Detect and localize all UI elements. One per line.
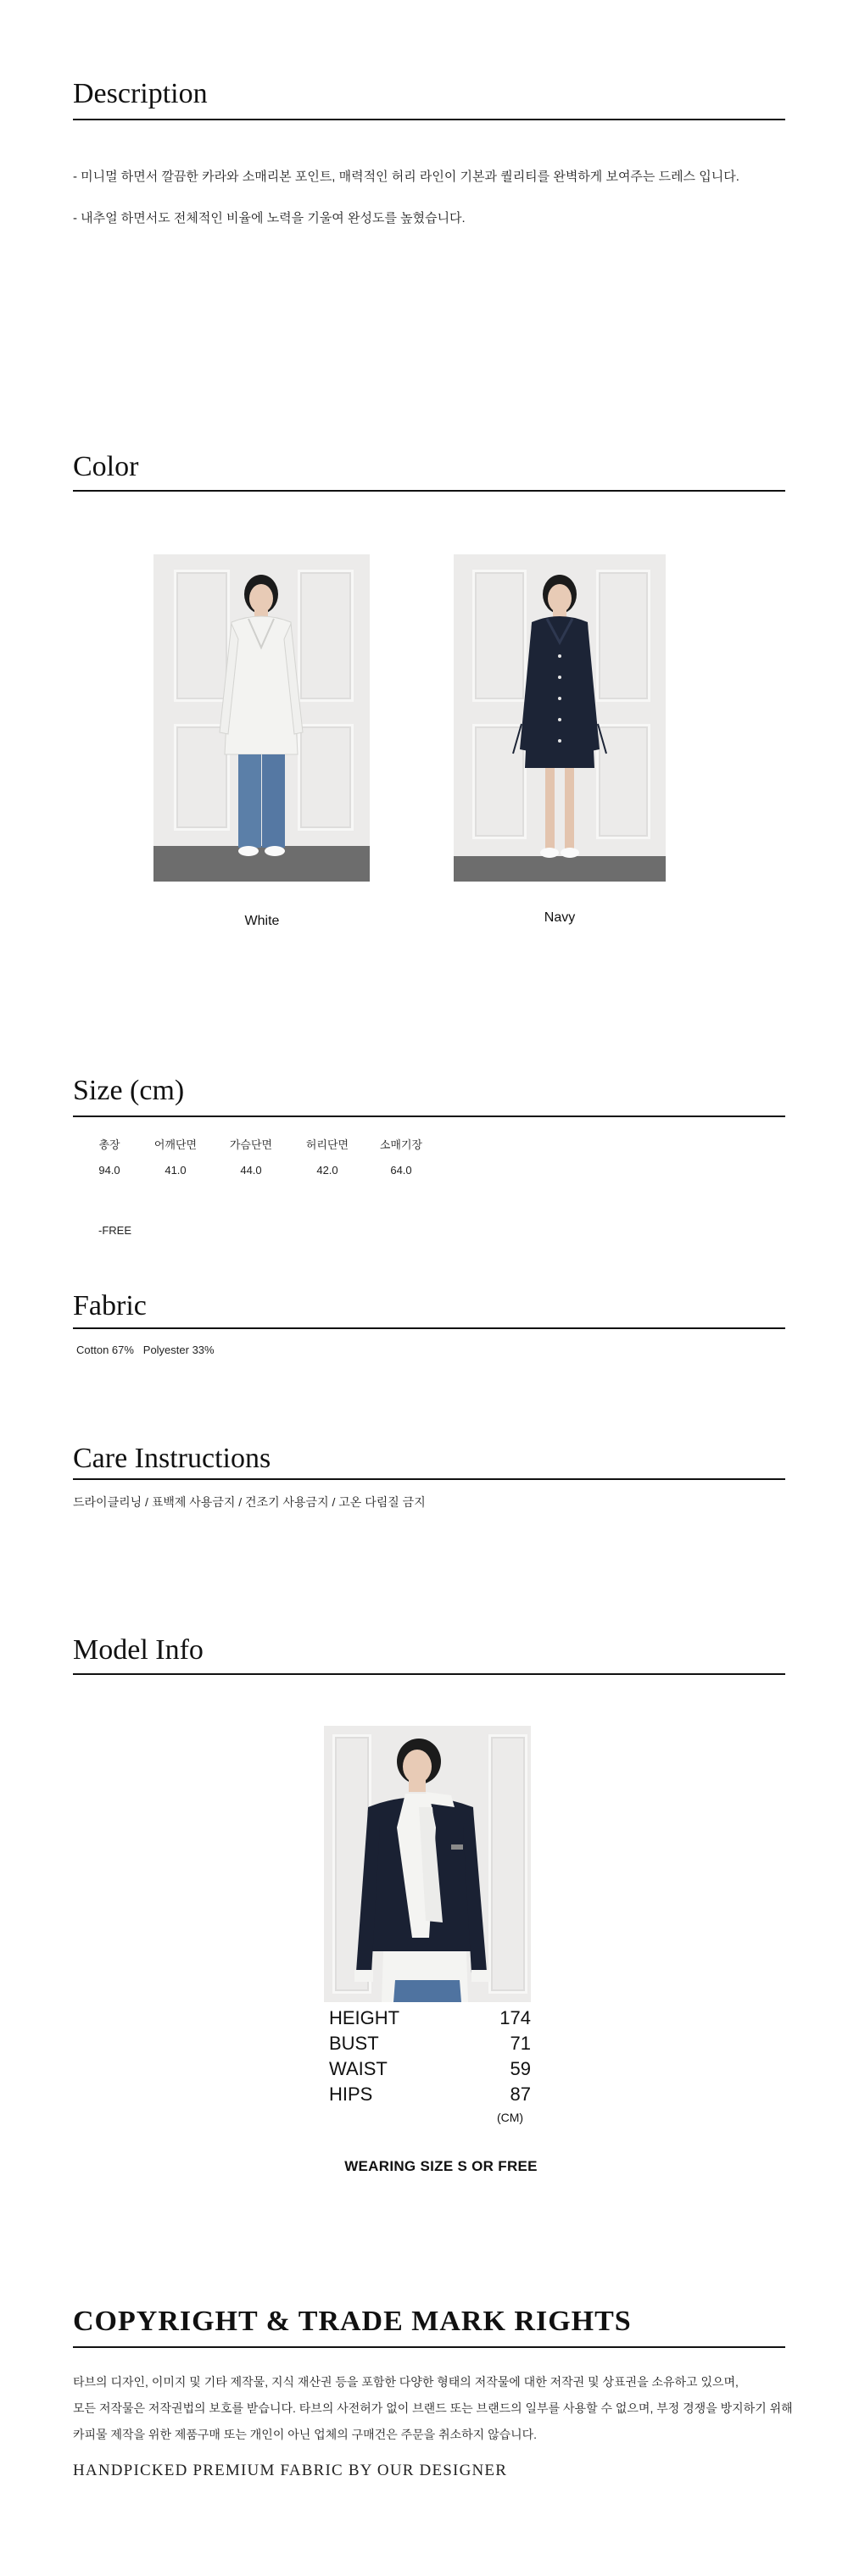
copyright-divider <box>73 2346 785 2348</box>
care-divider <box>73 1478 785 1480</box>
size-header-1: 총장 <box>98 1138 120 1151</box>
fabric-composition: Cotton 67% Polyester 33% <box>76 1344 215 1356</box>
size-free-note: -FREE <box>98 1224 131 1237</box>
size-header-4: 허리단면 <box>305 1138 349 1151</box>
navy-model-figure <box>454 554 666 882</box>
model-divider <box>73 1673 785 1675</box>
copyright-line-1: 타브의 디자인, 이미지 및 기타 제작물, 지식 재산권 등을 포함한 다양한 형태의 저작물에 대한 저작권 및 상표권을 소유하고 있으며, <box>73 2375 739 2389</box>
description-line-1: - 미니멀 하면서 깔끔한 카라와 소매리본 포인트, 매력적인 허리 라인이 기본과 퀄리티를 완벽하게 보여주는 드레스 입니다. <box>73 170 739 184</box>
model-stat-hips-value: 87 <box>510 2084 531 2105</box>
brand-tagline: HANDPICKED PREMIUM FABRIC BY OUR DESIGNER <box>73 2462 508 2479</box>
color-divider <box>73 490 785 492</box>
size-header-2: 어깨단면 <box>153 1138 198 1151</box>
model-photo <box>324 1726 531 2002</box>
copyright-line-3: 카피물 제작을 위한 제품구매 또는 개인이 아닌 업체의 구매건은 주문을 취소하지 않습니다. <box>73 2428 538 2441</box>
description-line-2: - 내추얼 하면서도 전체적인 비율에 노력을 기울여 완성도를 높혔습니다. <box>73 211 466 225</box>
size-value-5: 64.0 <box>390 1164 412 1177</box>
model-stat-bust <box>329 2034 531 2053</box>
model-unit: (CM) <box>497 2111 524 2124</box>
size-value-3: 44.0 <box>240 1164 262 1177</box>
size-header-3: 가슴단면 <box>229 1138 273 1151</box>
white-model-figure <box>153 554 370 882</box>
navy-color-label: Navy <box>544 910 576 925</box>
model-wearing-size: WEARING SIZE S OR FREE <box>344 2158 538 2174</box>
white-dress-photo <box>153 554 370 882</box>
size-header-5: 소매기장 <box>379 1138 423 1151</box>
model-figure <box>324 1726 531 2002</box>
size-value-1: 94.0 <box>98 1164 120 1177</box>
care-title: Care Instructions <box>73 1443 271 1474</box>
color-title: Color <box>73 451 139 482</box>
model-title: Model Info <box>73 1634 204 1666</box>
model-stat-waist-label: WAIST <box>329 2058 388 2079</box>
model-stat-hips-label: HIPS <box>329 2084 373 2105</box>
description-divider <box>73 119 785 120</box>
navy-dress-photo <box>454 554 666 882</box>
model-stat-waist-value: 59 <box>510 2058 531 2079</box>
model-stat-height <box>329 2009 531 2028</box>
model-stat-hips <box>329 2085 531 2104</box>
fabric-title: Fabric <box>73 1290 147 1321</box>
model-stat-waist <box>329 2060 531 2078</box>
size-value-4: 42.0 <box>316 1164 338 1177</box>
fabric-divider <box>73 1327 785 1329</box>
description-title: Description <box>73 78 208 109</box>
size-value-2: 41.0 <box>165 1164 187 1177</box>
model-stat-bust-value: 71 <box>510 2033 531 2054</box>
size-title: Size (cm) <box>73 1075 185 1106</box>
size-divider <box>73 1116 785 1117</box>
white-color-label: White <box>244 914 280 928</box>
care-instructions: 드라이클리닝 / 표백제 사용금지 / 건조기 사용금지 / 고온 다림질 금지 <box>73 1495 426 1509</box>
model-stat-bust-label: BUST <box>329 2033 379 2054</box>
copyright-line-2: 모든 저작물은 저작권법의 보호를 받습니다. 타브의 사전허가 없이 브랜드 또는 브랜드의 일부를 사용할 수 없으며, 부정 경쟁을 방지하기 위해 <box>73 2401 793 2415</box>
model-stat-height-value: 174 <box>499 2007 531 2028</box>
copyright-title: COPYRIGHT & TRADE MARK RIGHTS <box>73 2306 632 2337</box>
model-stat-height-label: HEIGHT <box>329 2007 400 2028</box>
